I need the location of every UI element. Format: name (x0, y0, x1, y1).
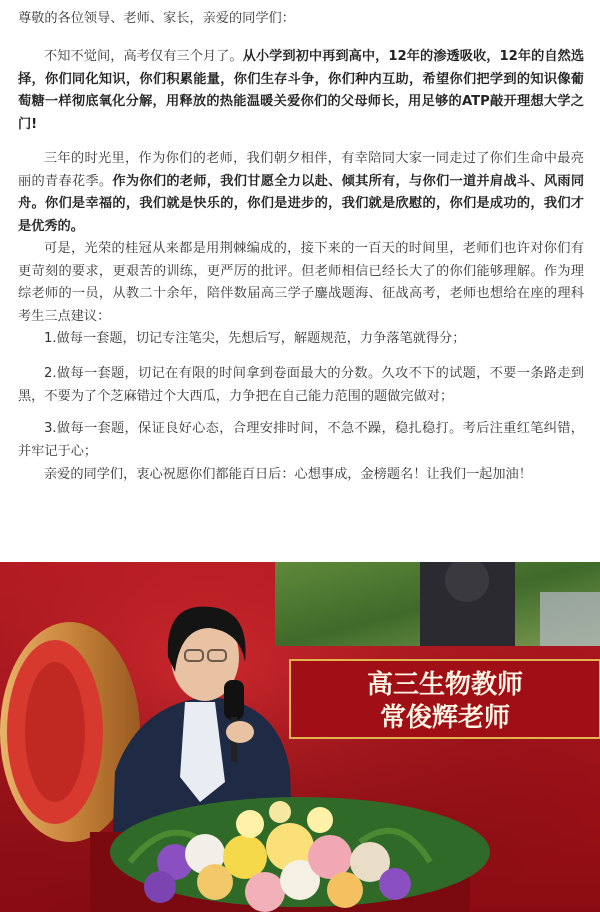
paragraph-1-text: 不知不觉间，高考仅有三个月了。 (44, 49, 243, 64)
paragraph-3: 可是，光荣的桂冠从来都是用荆棘编成的，接下来的一百天的时间里，老师们也许对你们有更苛刻的要求，更艰苦的训练，更严厉的批评。但老师相信已经长大了的你们能够理解。作为理综老师的一员，从教二十余年，陪伴数届高三学子鏖战题海、征战高考，老师也想给在座的理科考生三点建议： (18, 241, 584, 324)
stage-scene (0, 562, 600, 912)
suggestion-2: 2.做每一套题，切记在有限的时间拿到卷面最大的分数。久攻不下的试题，不要一条路走到黑，不要为了个芝麻错过个大西瓜，力争把在自己能力范围的题做完做对； (18, 366, 584, 404)
paragraph-1-bold: 从小学到初中再到高中，12年的渗透吸收，12年的自然选择，你们同化知识，你们积累能量，你们生存斗争，你们种内互助，希望你们把学到的知识像葡萄糖一样彻底氧化分解，用释放的热能温暖关爱你们的父母师长，用足够的ATP敲开理想大学之门! (18, 49, 585, 132)
paragraph-1 (18, 46, 584, 136)
salutation: 尊敬的各位领导、老师、家长，亲爱的同学们： (18, 11, 295, 26)
banner-line-1: 高三生物教师 (366, 670, 524, 700)
speaker-hand (226, 721, 254, 743)
paragraph-2-text: 三年的时光里，作为你们的老师，我们朝夕相伴，有幸陪同大家一同走过了你们生命中最亮丽的青春花季。 (18, 151, 584, 189)
suggestion-1: 1.做每一套题，切记专注笔尖，先想后写，解题规范，力争落笔就得分； (44, 331, 466, 346)
paragraph-2-bold: 作为你们的老师，我们甘愿全力以赴、倾其所有，与你们一道并肩战斗、风雨同舟。你们是幸福的，我们就是快乐的，你们是进步的，我们就是欣慰的，你们是成功的，我们才是优秀的。 (18, 173, 585, 234)
speaker-photo (0, 562, 600, 912)
banner-line-2: 常俊辉老师 (379, 703, 511, 733)
screen-flowers (540, 592, 600, 646)
paragraph-2 (18, 148, 584, 238)
suggestion-3: 3.做每一套题，保证良好心态，合理安排时间，不急不躁，稳扎稳打。考后注重红笔纠错，并牢记于心； (18, 421, 584, 459)
drum-center (25, 662, 85, 802)
microphone (224, 680, 244, 720)
closing-paragraph: 亲爱的同学们，衷心祝愿你们都能百日后：心想事成，金榜题名！让我们一起加油！ (44, 467, 532, 482)
